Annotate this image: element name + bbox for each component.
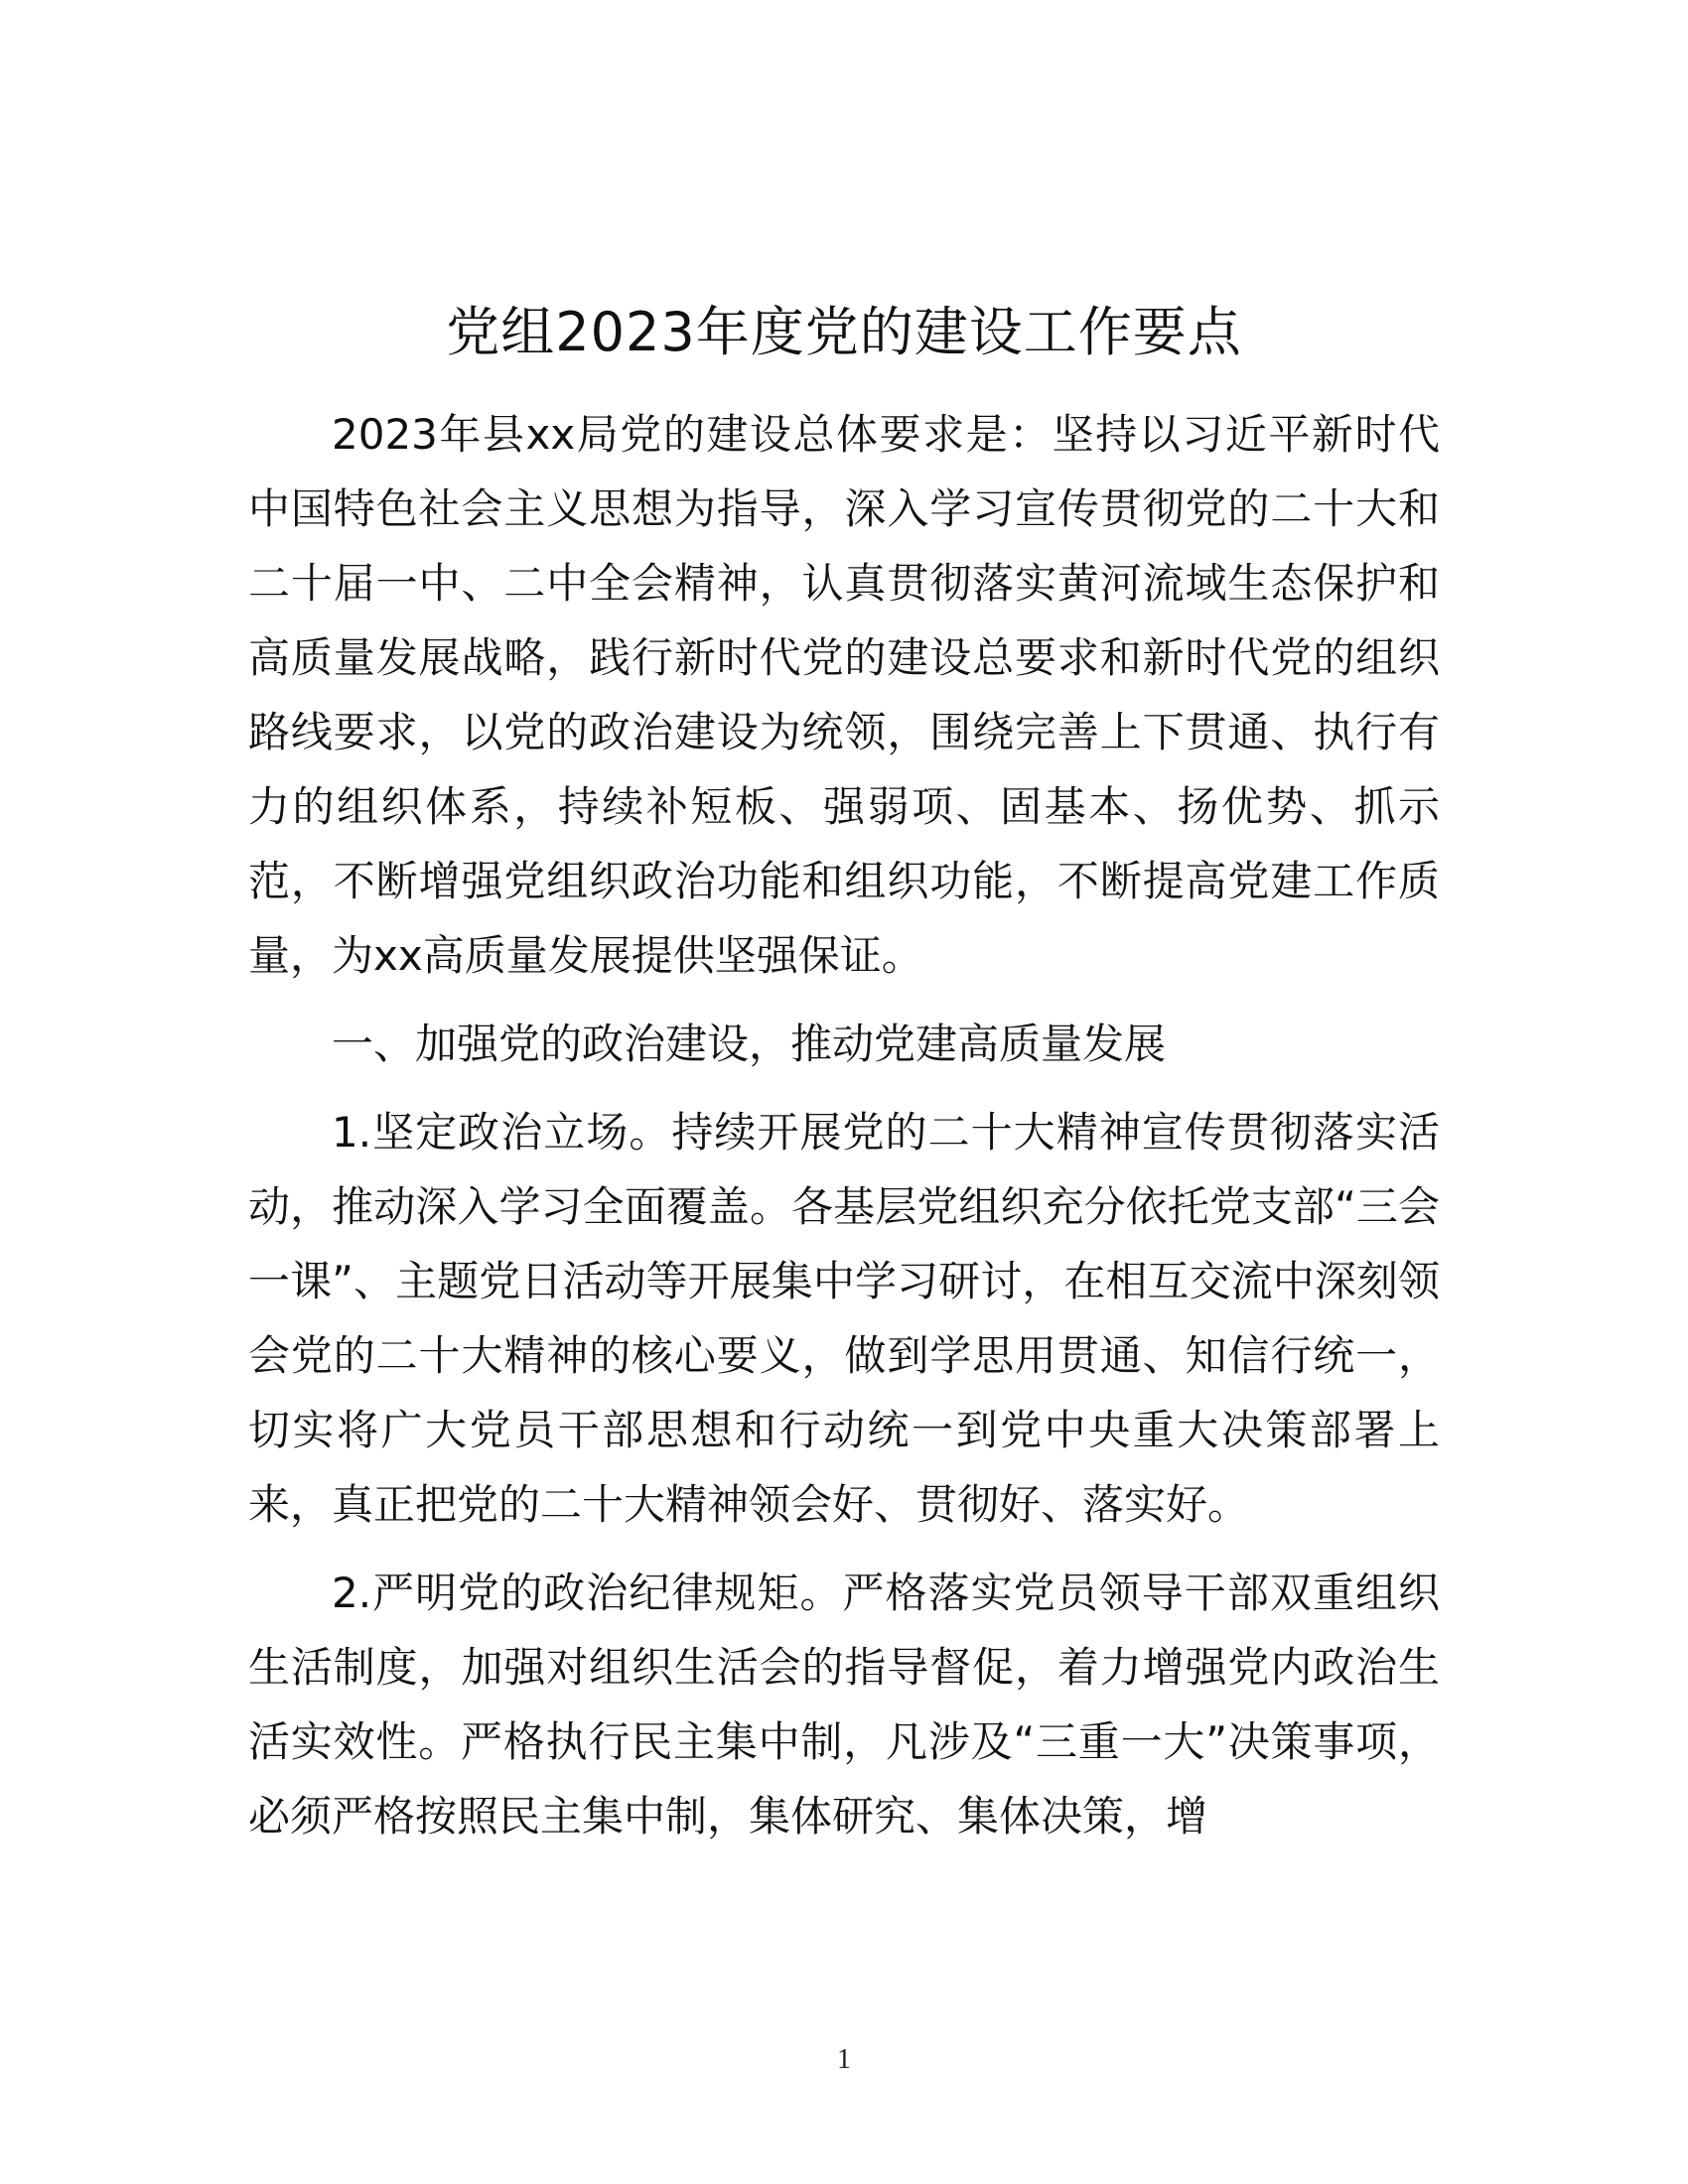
intro-paragraph: 2023年县xx局党的建设总体要求是：坚持以习近平新时代中国特色社会主义思想为指导，深入学习宣传贯彻党的二十大和二十届一中、二中全会精神，认真贯彻落实黄河流域生态保护和高质量发展战略，践行新时代党的建设总要求和新时代党的组织路线要求，以党的政治建设为统领，围绕完善上下贯通、执行有力的组织体系，持续补短板、强弱项、固基本、扬优势、抓示范，不断增强党组织政治功能和组织功能，不断提高党建工作质量，为xx高质量发展提供坚强保证。	[248, 410, 1440, 980]
item-paragraph-1: 1.坚定政治立场。持续开展党的二十大精神宣传贯彻落实活动，推动深入学习全面覆盖。各基层党组织充分依托党支部“三会一课”、主题党日活动等开展集中学习研讨，在相互交流中深刻领会党的二十大精神的核心要义，做到学思用贯通、知信行统一，切实将广大党员干部思想和行动统一到党中央重大决策部署上来，真正把党的二十大精神领会好、贯彻好、落实好。	[248, 1108, 1440, 1529]
page-number: 1	[837, 2044, 851, 2075]
section-heading-1: 一、加强党的政治建设，推动党建高质量发展	[332, 1020, 1167, 1068]
item-paragraph-2: 2.严明党的政治纪律规矩。严格落实党员领导干部双重组织生活制度，加强对组织生活会的指导督促，着力增强党内政治生活实效性。严格执行民主集中制，凡涉及“三重一大”决策事项，必须严格按照民主集中制，集体研究、集体决策，增	[248, 1569, 1440, 1841]
document-body	[248, 397, 1440, 1867]
document-title: 党组2023年度党的建设工作要点	[446, 301, 1242, 363]
